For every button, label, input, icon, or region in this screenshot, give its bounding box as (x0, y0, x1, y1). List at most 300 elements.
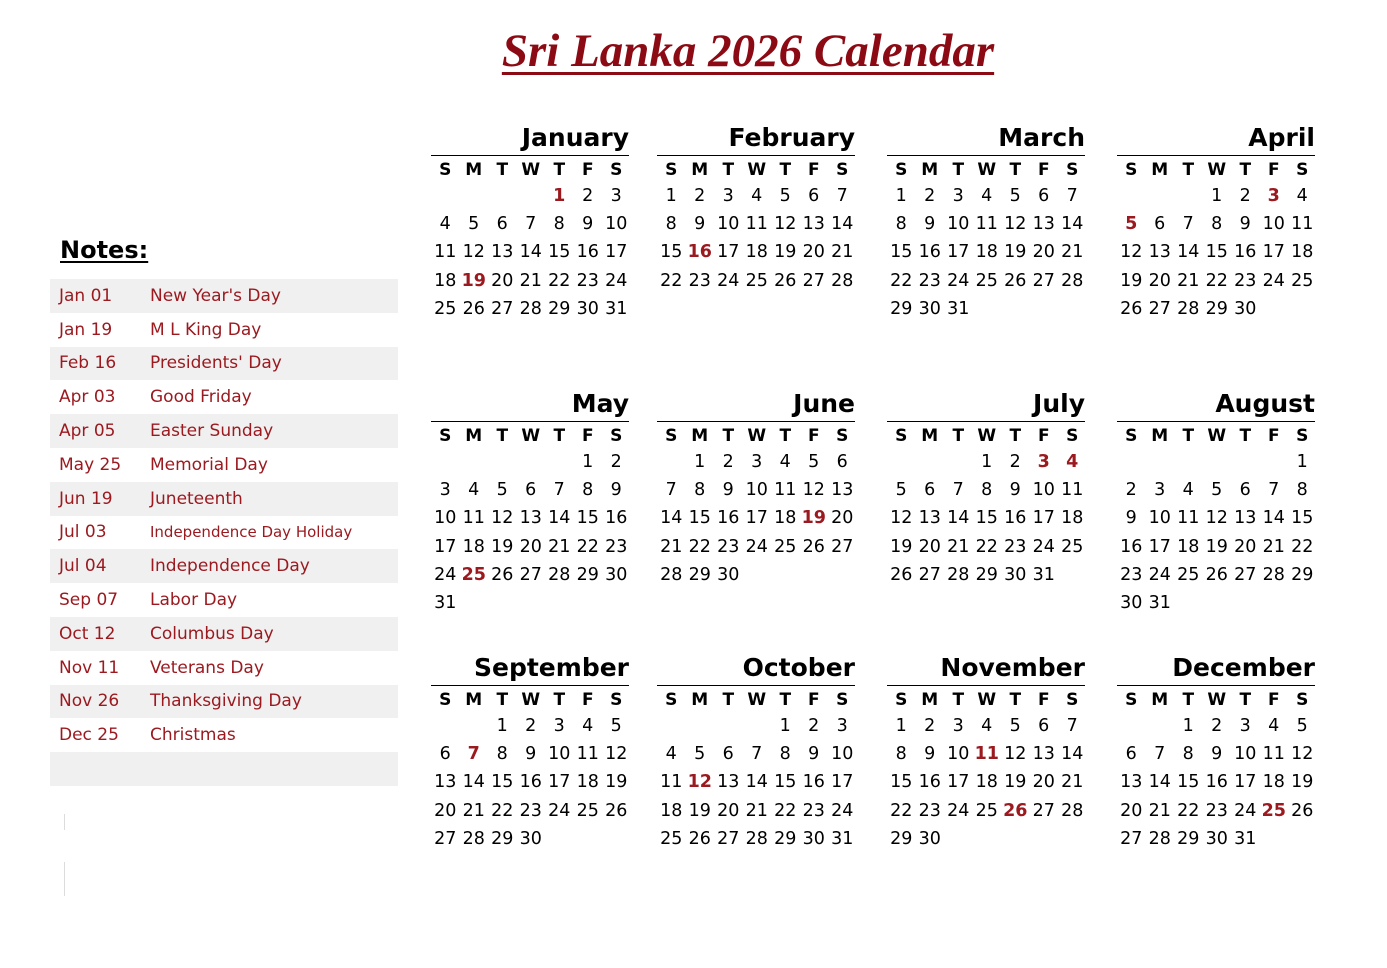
calendar-date: 20 (1148, 270, 1171, 291)
calendar-date: 16 (1004, 508, 1027, 529)
calendar-date: 15 (660, 242, 683, 263)
calendar-date: 24 (1032, 536, 1055, 557)
calendar-date: 15 (576, 508, 599, 529)
calendar-date: 9 (808, 744, 820, 765)
weekday-header: S (610, 690, 623, 710)
calendar-date: 14 (1177, 242, 1200, 263)
note-date: Apr 05 (59, 421, 116, 442)
calendar-date: 3 (610, 186, 622, 206)
note-row (50, 414, 398, 448)
calendar-date: 31 (831, 828, 854, 849)
calendar-date: 7 (553, 480, 565, 501)
note-date: Sep 07 (59, 590, 119, 611)
note-row (50, 516, 398, 550)
weekday-header: S (836, 426, 849, 446)
calendar-date: 9 (722, 480, 734, 501)
calendar-date: 4 (751, 186, 763, 206)
weekday-header: F (1267, 690, 1280, 710)
calendar-date: 4 (1296, 186, 1308, 206)
weekday-header: T (722, 690, 735, 710)
calendar-date: 3 (439, 480, 451, 501)
calendar-date: 16 (605, 508, 628, 529)
calendar-date: 29 (890, 828, 913, 849)
calendar-date: 27 (831, 536, 854, 557)
calendar-date: 6 (836, 452, 848, 472)
note-row (50, 718, 398, 752)
empty-cell (1203, 448, 1232, 476)
calendar-date: 31 (434, 592, 457, 613)
calendar-date: 23 (576, 270, 599, 291)
month-name: December (1117, 651, 1315, 686)
month-name: October (657, 651, 855, 686)
calendar-date: 26 (774, 270, 797, 291)
calendar-date: 23 (717, 536, 740, 557)
calendar-date: 3 (553, 716, 565, 736)
calendar-date: 29 (774, 828, 797, 849)
calendar-date: 2 (694, 186, 706, 206)
weekday-header: F (807, 426, 820, 446)
calendar-date: 4 (779, 452, 791, 472)
month-name: July (887, 387, 1085, 422)
empty-cell (517, 182, 546, 210)
calendar-date: 16 (576, 242, 599, 263)
calendar-date: 20 (1234, 536, 1257, 557)
calendar-date: 30 (918, 298, 941, 319)
calendar-date: 14 (745, 772, 768, 793)
empty-cell (887, 448, 916, 476)
weekday-header: W (747, 426, 767, 446)
calendar-date: 23 (802, 800, 825, 821)
calendar-date: 14 (831, 214, 854, 235)
calendar-date: 13 (1120, 772, 1143, 793)
note-date: Jan 19 (59, 319, 113, 340)
weekday-header: M (465, 690, 483, 710)
calendar-date: 28 (660, 564, 683, 585)
calendar-date: 30 (519, 828, 542, 849)
calendar-date: 4 (582, 716, 594, 736)
calendar-date: 25 (660, 828, 683, 849)
calendar-date: 21 (462, 800, 485, 821)
note-date: Feb 16 (59, 353, 117, 374)
calendar-date: 28 (1061, 800, 1084, 821)
weekday-header: S (836, 690, 849, 710)
empty-cell (657, 712, 686, 740)
month-name: April (1117, 121, 1315, 156)
calendar-date: 3 (1154, 480, 1166, 501)
calendar-date: 29 (688, 564, 711, 585)
calendar-date: 29 (1177, 828, 1200, 849)
calendar-date: 15 (975, 508, 998, 529)
empty-cell (916, 448, 945, 476)
calendar-date: 26 (1291, 800, 1314, 821)
calendar-date: 7 (1182, 214, 1194, 235)
calendar-date: 18 (1177, 536, 1200, 557)
month-day-grid (887, 686, 1085, 853)
calendar-date: 18 (576, 772, 599, 793)
calendar-date: 19 (1004, 242, 1027, 263)
calendar-date: 12 (1004, 214, 1027, 235)
weekday-header: S (1125, 426, 1138, 446)
note-name: M L King Day (150, 319, 262, 340)
calendar-date: 30 (717, 564, 740, 585)
month-name: November (887, 651, 1085, 686)
calendar-date: 31 (1148, 592, 1171, 613)
calendar-date: 26 (688, 828, 711, 849)
calendar-date: 1 (895, 186, 907, 206)
calendar-date: 9 (1211, 744, 1223, 765)
calendar-date: 10 (947, 214, 970, 235)
calendar-date: 15 (774, 772, 797, 793)
calendar-date: 2 (1125, 480, 1137, 501)
calendar-date: 7 (751, 744, 763, 765)
calendar-date: 6 (1038, 716, 1050, 736)
weekday-header: T (496, 690, 509, 710)
calendar-date: 30 (1004, 564, 1027, 585)
note-name: Christmas (150, 725, 236, 746)
note-name: Easter Sunday (150, 421, 274, 442)
calendar-date: 23 (1120, 564, 1143, 585)
note-row (50, 279, 398, 313)
calendar-date: 1 (779, 716, 791, 736)
page-title (0, 22, 1387, 80)
calendar-date: 14 (1061, 744, 1084, 765)
empty-cell (1174, 182, 1203, 210)
calendar-date: 13 (1032, 214, 1055, 235)
calendar-date: 15 (1291, 508, 1314, 529)
calendar-date: 28 (1148, 828, 1171, 849)
weekday-header: W (521, 160, 541, 180)
weekday-header: W (977, 690, 997, 710)
weekday-header: W (747, 160, 767, 180)
calendar-date: 2 (1009, 452, 1021, 472)
calendar-date: 7 (665, 480, 677, 501)
calendar-date: 13 (1234, 508, 1257, 529)
empty-cell (460, 448, 489, 476)
weekday-header: T (779, 426, 792, 446)
calendar-date: 24 (1148, 564, 1171, 585)
holiday-date: 5 (1125, 214, 1138, 235)
calendar-date: 11 (1262, 744, 1285, 765)
calendar-date: 5 (496, 480, 508, 501)
notes-list (50, 279, 398, 786)
calendar-date: 20 (831, 508, 854, 529)
weekday-header: F (1037, 690, 1050, 710)
calendar-date: 26 (605, 800, 628, 821)
calendar-date: 29 (975, 564, 998, 585)
weekday-header: T (952, 426, 965, 446)
calendar-date: 20 (1032, 772, 1055, 793)
calendar-date: 17 (831, 772, 854, 793)
calendar-date: 12 (890, 508, 913, 529)
weekday-header: T (779, 160, 792, 180)
calendar-date: 28 (1061, 270, 1084, 291)
calendar-date: 17 (434, 536, 457, 557)
calendar-date: 17 (947, 772, 970, 793)
calendar-date: 9 (1009, 480, 1021, 501)
calendar-date: 27 (519, 564, 542, 585)
calendar-date: 2 (610, 452, 622, 472)
note-date: Jan 01 (59, 285, 113, 306)
calendar-date: 18 (745, 242, 768, 263)
weekday-header: F (581, 426, 594, 446)
weekday-header: T (779, 690, 792, 710)
holiday-date: 11 (974, 744, 999, 765)
calendar-date: 14 (548, 508, 571, 529)
calendar-date: 11 (1291, 214, 1314, 235)
calendar-date: 18 (462, 536, 485, 557)
calendar-date: 26 (1120, 298, 1143, 319)
weekday-header: M (921, 426, 939, 446)
calendar-date: 22 (688, 536, 711, 557)
empty-cell (714, 712, 743, 740)
calendar-date: 25 (745, 270, 768, 291)
calendar-date: 18 (1061, 508, 1084, 529)
calendar-date: 20 (491, 270, 514, 291)
calendar-date: 19 (688, 800, 711, 821)
calendar-date: 8 (981, 480, 993, 501)
note-row-empty (50, 752, 398, 786)
month-october (657, 651, 855, 853)
calendar-date: 30 (576, 298, 599, 319)
calendar-date: 10 (434, 508, 457, 529)
calendar-date: 17 (1262, 242, 1285, 263)
calendar-date: 1 (665, 186, 677, 206)
empty-cell (944, 448, 973, 476)
month-day-grid (1117, 422, 1315, 617)
calendar-date: 24 (745, 536, 768, 557)
note-date: Nov 26 (59, 691, 120, 712)
calendar-date: 17 (1234, 772, 1257, 793)
calendar-date: 11 (1061, 480, 1084, 501)
weekday-header: T (1239, 160, 1252, 180)
weekday-header: T (1182, 426, 1195, 446)
weekday-header: M (691, 690, 709, 710)
calendar-date: 6 (525, 480, 537, 501)
weekday-header: S (665, 426, 678, 446)
calendar-date: 12 (605, 744, 628, 765)
note-row (50, 617, 398, 651)
calendar-date: 30 (1205, 828, 1228, 849)
calendar-date: 10 (947, 744, 970, 765)
weekday-header: S (439, 426, 452, 446)
calendar-date: 13 (491, 242, 514, 263)
note-date: Jul 03 (59, 522, 107, 543)
calendar-date: 12 (1291, 744, 1314, 765)
calendar-date: 10 (548, 744, 571, 765)
calendar-date: 5 (1009, 716, 1021, 736)
weekday-header: W (747, 690, 767, 710)
calendar-date: 31 (1032, 564, 1055, 585)
holiday-date: 25 (1261, 800, 1286, 821)
calendar-date: 10 (1032, 480, 1055, 501)
calendar-date: 31 (947, 298, 970, 319)
calendar-date: 16 (802, 772, 825, 793)
calendar-date: 4 (665, 744, 677, 765)
calendar-date: 26 (890, 564, 913, 585)
empty-cell (545, 448, 574, 476)
calendar-date: 19 (1004, 772, 1027, 793)
calendar-date: 12 (1205, 508, 1228, 529)
calendar-date: 22 (576, 536, 599, 557)
weekday-header: S (836, 160, 849, 180)
calendar-date: 3 (836, 716, 848, 736)
calendar-date: 8 (895, 744, 907, 765)
calendar-date: 19 (1291, 772, 1314, 793)
calendar-date: 14 (1061, 214, 1084, 235)
calendar-date: 25 (1291, 270, 1314, 291)
calendar-date: 24 (831, 800, 854, 821)
holiday-date: 25 (461, 564, 486, 585)
calendar-date: 29 (1205, 298, 1228, 319)
calendar-date: 13 (802, 214, 825, 235)
month-day-grid (657, 156, 855, 295)
empty-cell (1260, 448, 1289, 476)
month-september (431, 651, 629, 853)
weekday-header: S (610, 160, 623, 180)
weekday-header: S (1296, 160, 1309, 180)
calendar-date: 11 (462, 508, 485, 529)
calendar-date: 27 (802, 270, 825, 291)
calendar-date: 22 (975, 536, 998, 557)
weekday-header: S (665, 160, 678, 180)
calendar-date: 8 (895, 214, 907, 235)
calendar-date: 8 (665, 214, 677, 235)
weekday-header: S (1296, 426, 1309, 446)
calendar-date: 5 (1211, 480, 1223, 501)
holiday-date: 12 (687, 772, 712, 793)
calendar-date: 8 (694, 480, 706, 501)
calendar-date: 4 (468, 480, 480, 501)
calendar-date: 21 (831, 242, 854, 263)
calendar-date: 27 (1120, 828, 1143, 849)
calendar-date: 16 (1120, 536, 1143, 557)
weekday-header: M (465, 426, 483, 446)
calendar-date: 5 (895, 480, 907, 501)
calendar-date: 7 (1066, 186, 1078, 206)
calendar-date: 30 (1234, 298, 1257, 319)
weekday-header: S (1125, 690, 1138, 710)
calendar-date: 23 (1205, 800, 1228, 821)
calendar-date: 15 (890, 772, 913, 793)
weekday-header: W (1207, 160, 1227, 180)
holiday-date: 19 (801, 508, 826, 529)
month-name: September (431, 651, 629, 686)
calendar-date: 24 (717, 270, 740, 291)
calendar-date: 21 (947, 536, 970, 557)
empty-cell (1146, 182, 1175, 210)
calendar-date: 10 (717, 214, 740, 235)
calendar-date: 21 (1177, 270, 1200, 291)
calendar-date: 10 (831, 744, 854, 765)
note-name: Columbus Day (150, 623, 274, 644)
empty-cell (1117, 182, 1146, 210)
calendar-date: 3 (952, 716, 964, 736)
calendar-date: 26 (491, 564, 514, 585)
month-july (887, 387, 1085, 589)
calendar-date: 11 (434, 242, 457, 263)
month-name: June (657, 387, 855, 422)
calendar-date: 6 (439, 744, 451, 765)
calendar-date: 7 (1268, 480, 1280, 501)
note-row (50, 685, 398, 719)
calendar-date: 4 (1268, 716, 1280, 736)
month-day-grid (431, 422, 629, 617)
empty-cell (1146, 448, 1175, 476)
note-date: Dec 25 (59, 725, 119, 746)
holiday-date: 16 (687, 242, 712, 263)
weekday-header: T (1239, 690, 1252, 710)
weekday-header: S (1296, 690, 1309, 710)
calendar-date: 1 (582, 452, 594, 472)
calendar-date: 3 (751, 452, 763, 472)
calendar-date: 6 (1154, 214, 1166, 235)
calendar-date: 21 (1061, 242, 1084, 263)
calendar-date: 8 (582, 480, 594, 501)
calendar-date: 17 (548, 772, 571, 793)
empty-cell (1146, 712, 1175, 740)
calendar-date: 31 (605, 298, 628, 319)
calendar-date: 15 (1177, 772, 1200, 793)
calendar-date: 17 (745, 508, 768, 529)
calendar-date: 20 (1032, 242, 1055, 263)
calendar-date: 24 (1234, 800, 1257, 821)
calendar-date: 1 (1211, 186, 1223, 206)
empty-cell (460, 712, 489, 740)
calendar-date: 4 (439, 214, 451, 235)
calendar-date: 10 (605, 214, 628, 235)
calendar-date: 19 (774, 242, 797, 263)
month-name: January (431, 121, 629, 156)
calendar-date: 11 (576, 744, 599, 765)
calendar-date: 7 (836, 186, 848, 206)
weekday-header: M (921, 160, 939, 180)
calendar-date: 11 (660, 772, 683, 793)
calendar-date: 22 (1205, 270, 1228, 291)
calendar-date: 9 (1239, 214, 1251, 235)
calendar-date: 17 (605, 242, 628, 263)
note-date: Jun 19 (59, 488, 113, 509)
calendar-date: 9 (694, 214, 706, 235)
calendar-date: 27 (1234, 564, 1257, 585)
calendar-date: 17 (1032, 508, 1055, 529)
holiday-date: 3 (1037, 452, 1050, 472)
calendar-date: 7 (1154, 744, 1166, 765)
weekday-header: T (496, 160, 509, 180)
calendar-date: 2 (1211, 716, 1223, 736)
calendar-date: 11 (1177, 508, 1200, 529)
note-date: May 25 (59, 454, 122, 475)
calendar-date: 18 (975, 242, 998, 263)
calendar-date: 18 (1262, 772, 1285, 793)
calendar-date: 19 (605, 772, 628, 793)
note-row (50, 347, 398, 381)
calendar-date: 21 (660, 536, 683, 557)
calendar-date: 13 (717, 772, 740, 793)
calendar-date: 24 (947, 800, 970, 821)
holiday-date: 19 (461, 270, 486, 291)
calendar-date: 20 (519, 536, 542, 557)
calendar-date: 28 (1177, 298, 1200, 319)
weekday-header: S (439, 160, 452, 180)
month-november (887, 651, 1085, 853)
calendar-date: 18 (1291, 242, 1314, 263)
calendar-date: 18 (434, 270, 457, 291)
month-day-grid (431, 156, 629, 323)
calendar-date: 27 (434, 828, 457, 849)
calendar-date: 29 (576, 564, 599, 585)
calendar-date: 30 (918, 828, 941, 849)
empty-cell (743, 712, 772, 740)
